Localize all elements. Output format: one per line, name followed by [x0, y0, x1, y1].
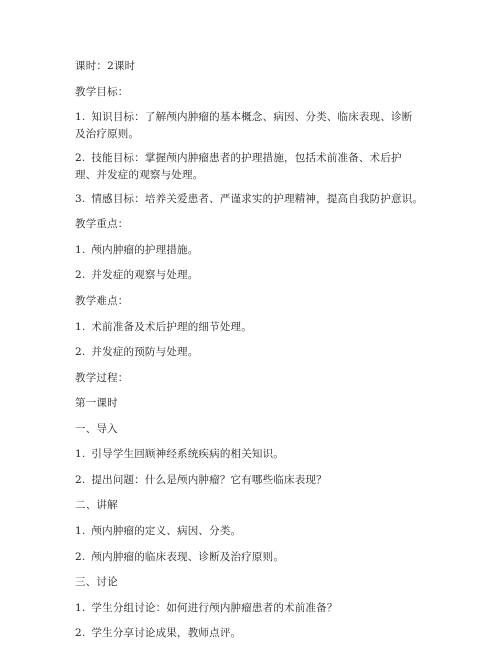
section-lecture: 二、讲解	[75, 499, 118, 512]
section-discussion: 三、讨论	[75, 576, 118, 589]
key-point-item-1: 1. 颅内肿瘤的护理措施。	[75, 243, 199, 256]
discussion-item-2: 2. 学生分享讨论成果，教师点评。	[75, 627, 242, 640]
difficulty-item-2: 2. 并发症的预防与处理。	[75, 346, 199, 359]
heading-difficulties: 教学难点：	[75, 295, 129, 308]
section-introduction: 一、导入	[75, 422, 118, 435]
lecture-item-2: 2. 颅内肿瘤的临床表现、诊断及治疗原则。	[75, 550, 285, 563]
heading-key-points: 教学重点：	[75, 218, 129, 231]
key-point-item-2: 2. 并发症的观察与处理。	[75, 269, 199, 282]
difficulty-item-1: 1. 术前准备及术后护理的细节处理。	[75, 320, 252, 333]
objective-item-1: 1. 知识目标：了解颅内肿瘤的基本概念、病因、分类、临床表现、诊断及治疗原则。	[75, 111, 413, 141]
objective-item-2: 2. 技能目标：掌握颅内肿瘤患者的护理措施，包括术前准备、术后护理、并发症的观察与处理。	[75, 151, 402, 181]
heading-teaching-process: 教学过程：	[75, 371, 129, 384]
intro-item-1: 1. 引导学生回顾神经系统疾病的相关知识。	[75, 448, 285, 461]
intro-item-2: 2. 提出问题：什么是颅内肿瘤？它有哪些临床表现？	[75, 473, 327, 486]
objective-item-3: 3. 情感目标：培养关爱患者、严谨求实的护理精神，提高自我防护意识。	[75, 192, 424, 205]
lecture-item-1: 1. 颅内肿瘤的定义、病因、分类。	[75, 525, 242, 537]
heading-teaching-objectives: 教学目标：	[75, 85, 129, 98]
lesson-hours: 课时：2课时	[75, 60, 136, 72]
heading-first-lesson: 第一课时	[75, 397, 118, 410]
discussion-item-1: 1. 学生分组讨论：如何进行颅内肿瘤患者的术前准备？	[75, 601, 338, 614]
